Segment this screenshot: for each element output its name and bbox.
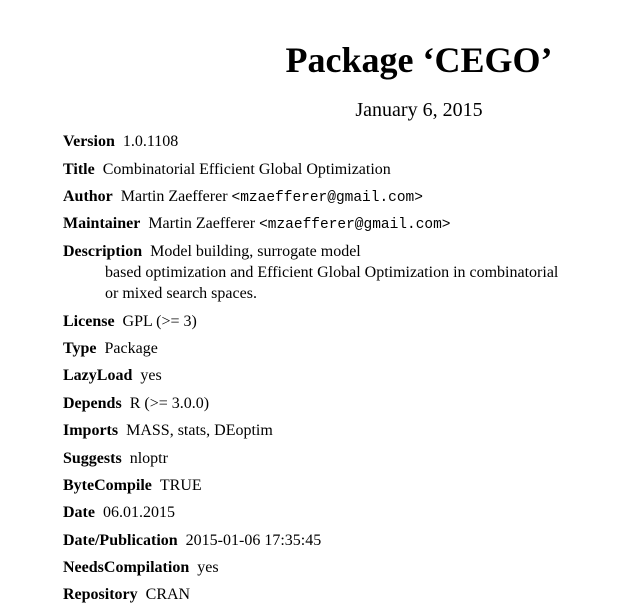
- field-license: [63, 311, 197, 333]
- field-value: yes: [140, 367, 162, 384]
- field-lazyload: [63, 365, 162, 387]
- field-value: yes: [197, 559, 219, 576]
- field-imports: [63, 420, 273, 442]
- field-key: Title: [63, 161, 95, 178]
- field-bytecompile: [63, 475, 202, 497]
- field-value: Package: [104, 340, 158, 357]
- field-type: [63, 338, 158, 360]
- field-version: [63, 131, 178, 153]
- field-key: Imports: [63, 422, 119, 439]
- field-key: NeedsCompilation: [63, 559, 190, 576]
- field-value: Combinatorial Efficient Global Optimization: [102, 161, 391, 178]
- field-value: 2015-01-06 17:35:45: [185, 532, 322, 549]
- field-depends: [63, 393, 209, 415]
- field-key: Date/Publication: [63, 532, 178, 549]
- field-value: 06.01.2015: [102, 504, 175, 521]
- field-description: [63, 241, 361, 263]
- field-key: Description: [63, 243, 143, 260]
- maintainer-email: <mzaefferer@gmail.com>: [259, 217, 451, 233]
- field-value: Martin Zaefferer: [148, 215, 256, 232]
- field-value: CRAN: [145, 586, 191, 603]
- field-key: Author: [63, 188, 113, 205]
- field-value: nloptr: [129, 450, 168, 467]
- field-key: ByteCompile: [63, 477, 152, 494]
- description-line-3: or mixed search spaces.: [105, 285, 257, 302]
- field-date: [63, 502, 175, 524]
- field-value: 1.0.1108: [122, 133, 179, 150]
- field-key: Suggests: [63, 450, 122, 467]
- field-needscompilation: [63, 557, 219, 579]
- author-email: <mzaefferer@gmail.com>: [231, 190, 423, 206]
- package-title: Package ‘CEGO’: [285, 40, 553, 80]
- field-key: Type: [63, 340, 97, 357]
- field-title: [63, 159, 391, 181]
- field-key: LazyLoad: [63, 367, 133, 384]
- field-repository: [63, 584, 190, 606]
- field-author: [63, 186, 423, 209]
- field-key: Maintainer: [63, 215, 141, 232]
- field-key: Depends: [63, 395, 122, 412]
- field-value: R (>= 3.0.0): [129, 395, 210, 412]
- field-value: MASS, stats, DEoptim: [126, 422, 273, 439]
- field-key: License: [63, 313, 115, 330]
- field-key: Date: [63, 504, 95, 521]
- field-key: Repository: [63, 586, 138, 603]
- field-maintainer: [63, 213, 451, 236]
- field-value: TRUE: [159, 477, 202, 494]
- field-suggests: [63, 448, 168, 470]
- field-publication: [63, 530, 321, 552]
- field-value: Martin Zaefferer: [120, 188, 228, 205]
- package-date: January 6, 2015: [355, 99, 483, 121]
- description-line-1: Model building, surrogate model: [150, 243, 361, 260]
- description-line-2: based optimization and Efficient Global Optimization in combinatorial: [105, 264, 559, 281]
- field-value: GPL (>= 3): [122, 313, 197, 330]
- field-key: Version: [63, 133, 115, 150]
